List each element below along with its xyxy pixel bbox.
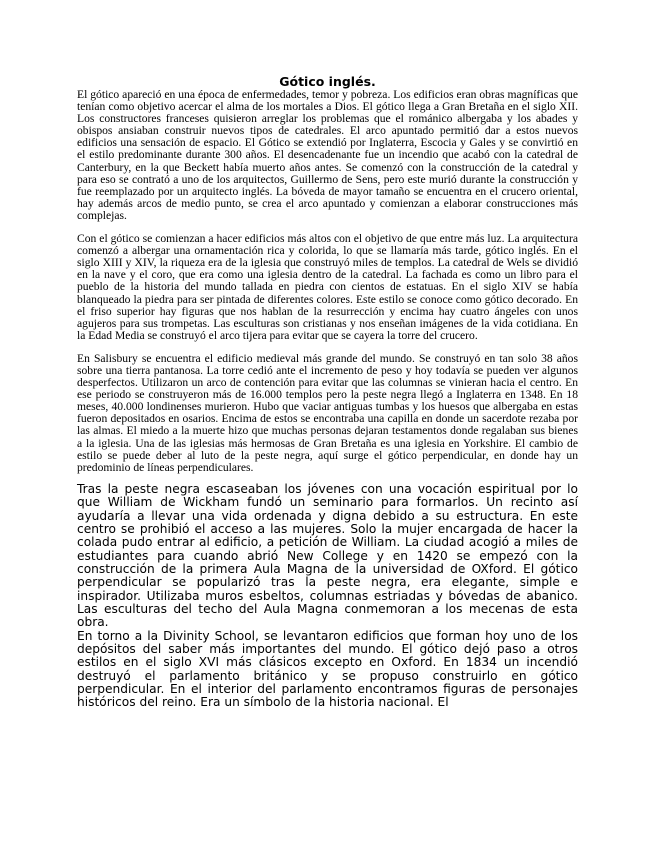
- paragraph-salisbury: En Salisbury se encuentra el edificio medieval más grande del mundo. Se construyó en tan solo 38 años sobre una tierra pantanosa. La torre cedió ante el incremento de peso y hoy todavía se pueden ver algunos desperfectos. Utilizaron un arco de contención para evitar que las columnas se vinieran hacia el centro. En ese periodo se construyeron más de 16.000 templos pero la peste negra llegó a Inglaterra en 1348. En 18 meses, 40.000 londinenses murieron. Hubo que vaciar antiguas tumbas y los huesos que albergaba en estas fueron depositados en osarios. Encima de estos se encontraba una capilla en donde un sacerdote rezaba por las almas. El miedo a la muerte hizo que muchas personas dejaran testamentos donde regalaban sus bienes a la iglesia. Una de las iglesias más hermosas de Gran Bretaña es una iglesia en Yorkshire. El cambio de estilo se puede deber al luto de la peste negra, aquí surge el gótico perpendicular, en donde hay un predominio de líneas perpendiculares.: [77, 351, 578, 474]
- paragraph-wickham: Tras la peste negra escaseaban los jóvenes con una vocación espiritual por lo que William de Wickham fundó un seminario para formarlos. Un recinto así ayudaría a llevar una vida ordenada y digna debido a su estructura. En este centro se prohibió el acceso a las mujeres. Solo la mujer encargada de hacer la colada pudo entrar al edificio, a petición de William. La ciudad acogió a miles de estudiantes para cuando abrió New College y en 1420 se empezó con la construcción de la primera Aula Magna de la universidad de OXford. El gótico perpendicular se popularizó tras la peste negra, era elegante, simple e inspirador. Utilizaba muros esbeltos, columnas estriadas y bóvedas de abanico. Las esculturas del techo del Aula Magna conmemoran a los mecenas de esta obra.: [77, 481, 578, 630]
- paragraph-divinity-school: En torno a la Divinity School, se levantaron edificios que forman hoy uno de los depósitos del saber más importantes del mundo. El gótico dejó paso a otros estilos en el siglo XVI más clásicos excepto en Oxford. En 1834 un incendió destruyó el parlamento británico y se propuso construirlo en gótico perpendicular. En el interior del parlamento encontramos figuras de personajes históricos del reino. Era un símbolo de la historia nacional. El: [77, 628, 578, 710]
- paragraph-ornamentation: Con el gótico se comienzan a hacer edificios más altos con el objetivo de que entre más luz. La arquitectura comenzó a albergar una ornamentación rica y colorida, lo que se llamaría más tarde, gótico inglés. En el siglo XIII y XIV, la riqueza era de la iglesia que construyó miles de templos. La catedral de Wels se dividió en la nave y el coro, que era como una iglesia dentro de la catedral. La fachada es como un libro para el pueblo de la historia del mundo tallada en piedra con cientos de estatuas. En el siglo XIV se había blanqueado la piedra para ser pintada de diferentes colores. Este estilo se conoce como gótico decorado. En el friso superior hay figuras que nos hablan de la resurrección y encima hay cuatro ángeles con unos agujeros para sus trompetas. Las esculturas son cristianas y nos enseñan imágenes de la vida cotidiana. En la Edad Media se construyó el arco tijera para evitar que se cayera la torre del crucero.: [77, 232, 578, 342]
- document-page: [77, 74, 578, 710]
- paragraph-intro: El gótico apareció en una época de enfermedades, temor y pobreza. Los edificios eran obras magníficas que tenían como objetivo acercar el alma de los mortales a Dios. El gótico llega a Gran Bretaña en el siglo XII. Los constructores franceses quisieron arreglar los problemas que el románico albergaba y los abades y obispos ansiaban construir nuevos tipos de catedrales. El arco apuntado permitió dar a estos nuevos edificios una sensación de espacio. El Gótico se extendió por Inglaterra, Escocia y Gales y se convirtió en el estilo predominante durante 300 años. El desencadenante fue un incendio que acabó con la catedral de Canterbury, en la que Beckett había muerto años antes. Se comenzó con la construcción de la catedral y para eso se contrató a uno de los arquitectos, Guillermo de Sens, pero este murió durante la construcción y fue reemplazado por un arquitecto inglés. La bóveda de mayor tamaño se encuentra en el crucero oriental, hay además arcos de medio punto, se crea el arco apuntado y comienzan a elaborar construcciones más complejas.: [77, 88, 578, 222]
- document-title: Gótico inglés.: [279, 74, 376, 89]
